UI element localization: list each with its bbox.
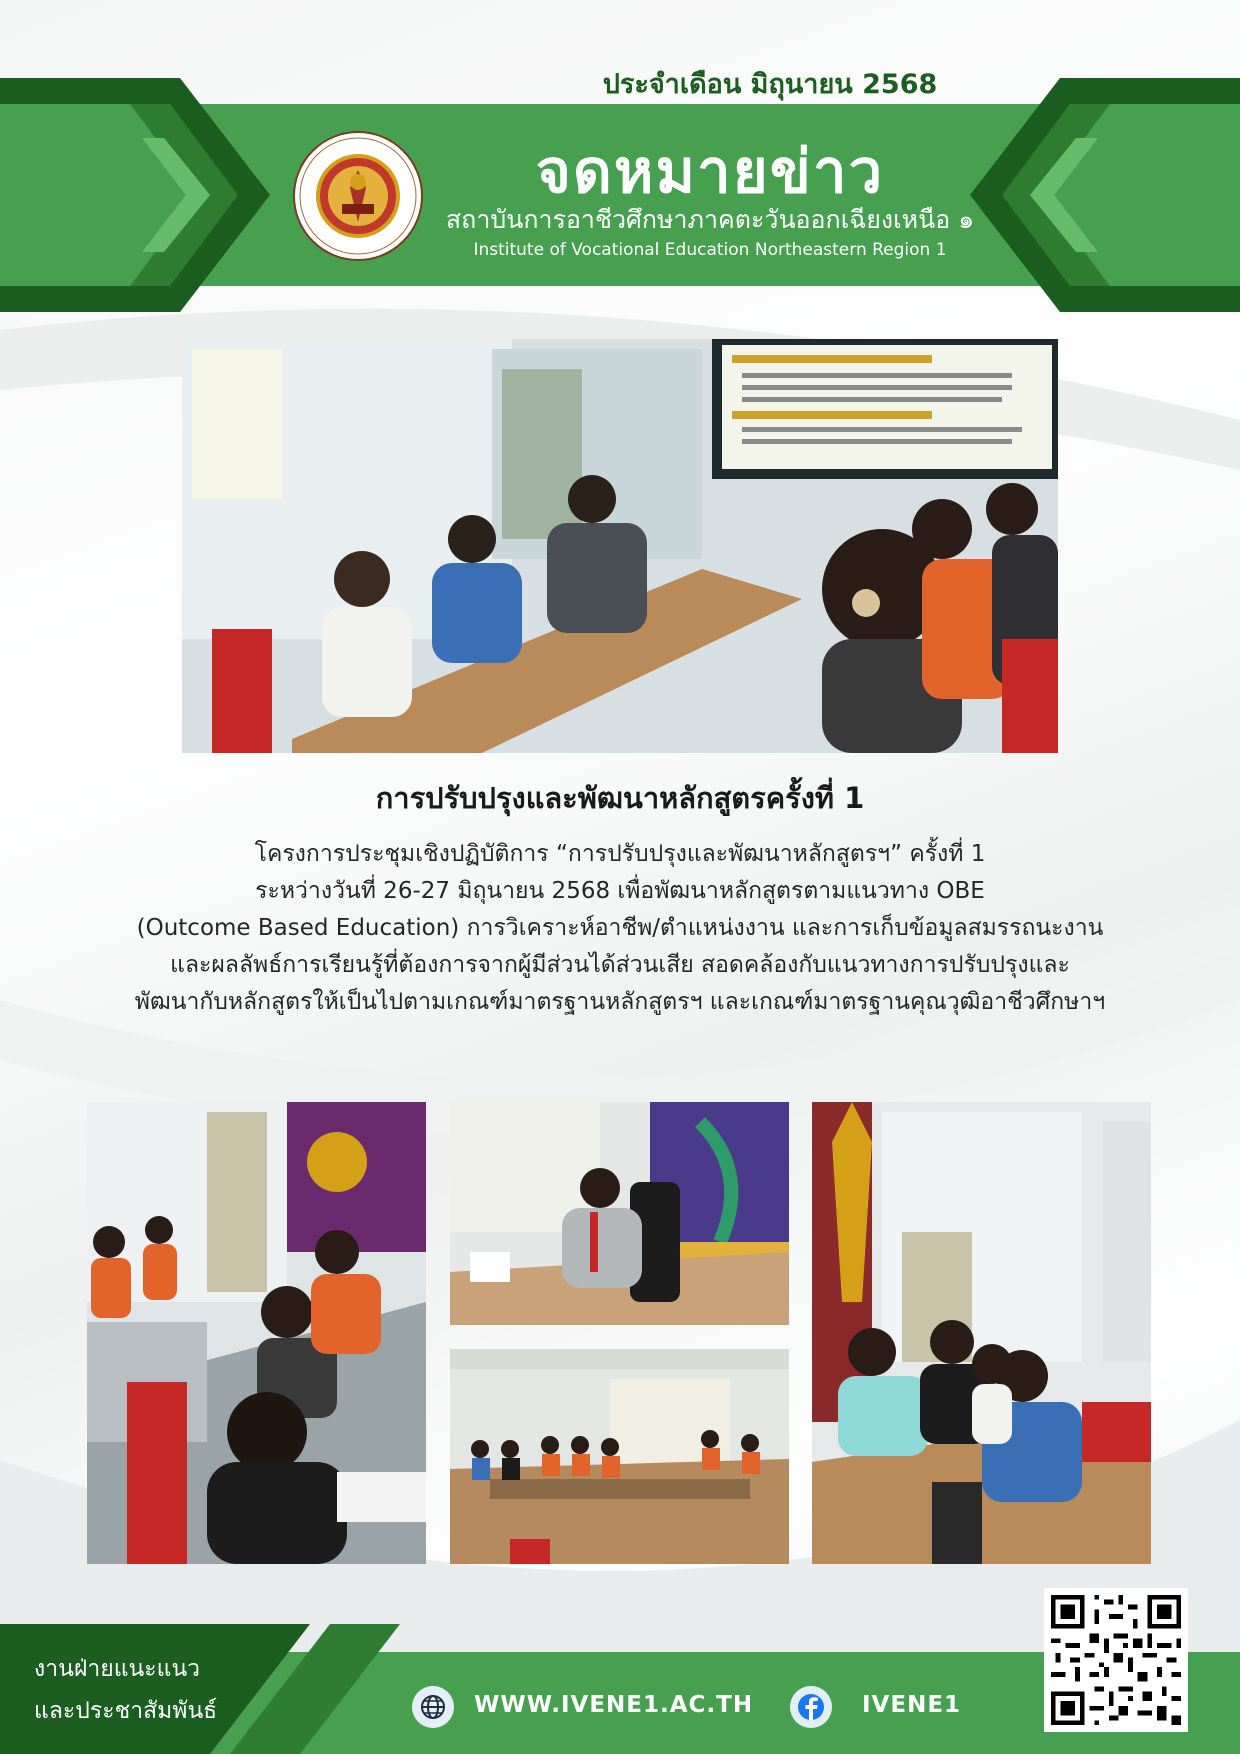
article-line: โครงการประชุมเชิงปฏิบัติการ “การปรับปรุงและพัฒนาหลักสูตรฯ” ครั้งที่ 1	[254, 841, 986, 867]
institute-seal-logo	[292, 130, 424, 262]
department-line-2: และประชาสัมพันธ์	[34, 1698, 218, 1724]
header-right-chevron	[970, 78, 1120, 312]
institute-name-th: สถาบันการอาชีวศึกษาภาคตะวันออกเฉียงเหนือ ๑	[445, 205, 975, 234]
article-line: พัฒนากับหลักสูตรให้เป็นไปตามเกณฑ์มาตรฐานหลักสูตรฯ และเกณฑ์มาตรฐานคุณวุฒิอาชีวศึกษาฯ	[134, 989, 1106, 1015]
website-link[interactable]: WWW.IVENE1.AC.TH	[474, 1692, 754, 1718]
gallery-photo-top-center	[450, 1102, 789, 1325]
institute-name-en: Institute of Vocational Education Northeastern Region 1	[473, 240, 947, 260]
qr-code-image	[1046, 1590, 1186, 1730]
newsletter-title: จดหมายข่าว	[535, 137, 885, 207]
qr-code[interactable]	[1046, 1590, 1186, 1730]
article-body	[80, 836, 1160, 1021]
department-line-1: งานฝ่ายแนะแนว	[34, 1656, 201, 1682]
facebook-icon	[790, 1686, 832, 1728]
department-name	[34, 1648, 294, 1732]
globe-icon	[412, 1686, 454, 1728]
article-line: (Outcome Based Education) การวิเคราะห์อาชีพ/ตำแหน่งงาน และการเก็บข้อมูลสมรรถนะงาน	[136, 915, 1104, 941]
facebook-link[interactable]: IVENE1	[862, 1692, 962, 1718]
main-meeting-photo	[182, 339, 1058, 753]
header-left-chevron	[120, 78, 270, 312]
gallery-photo-right	[812, 1102, 1151, 1564]
article-line: ระหว่างวันที่ 26-27 มิถุนายน 2568 เพื่อพัฒนาหลักสูตรตามแนวทาง OBE	[255, 878, 985, 904]
article-title: การปรับปรุงและพัฒนาหลักสูตรครั้งที่ 1	[375, 781, 865, 815]
gallery-photo-bottom-center	[450, 1349, 789, 1564]
article-line: และผลลัพธ์การเรียนรู้ที่ต้องการจากผู้มีส่วนได้ส่วนเสีย สอดคล้องกับแนวทางการปรับปรุงและ	[170, 952, 1070, 978]
issue-month: ประจำเดือน มิถุนายน 2568	[602, 69, 938, 100]
gallery-photo-left	[87, 1102, 426, 1564]
